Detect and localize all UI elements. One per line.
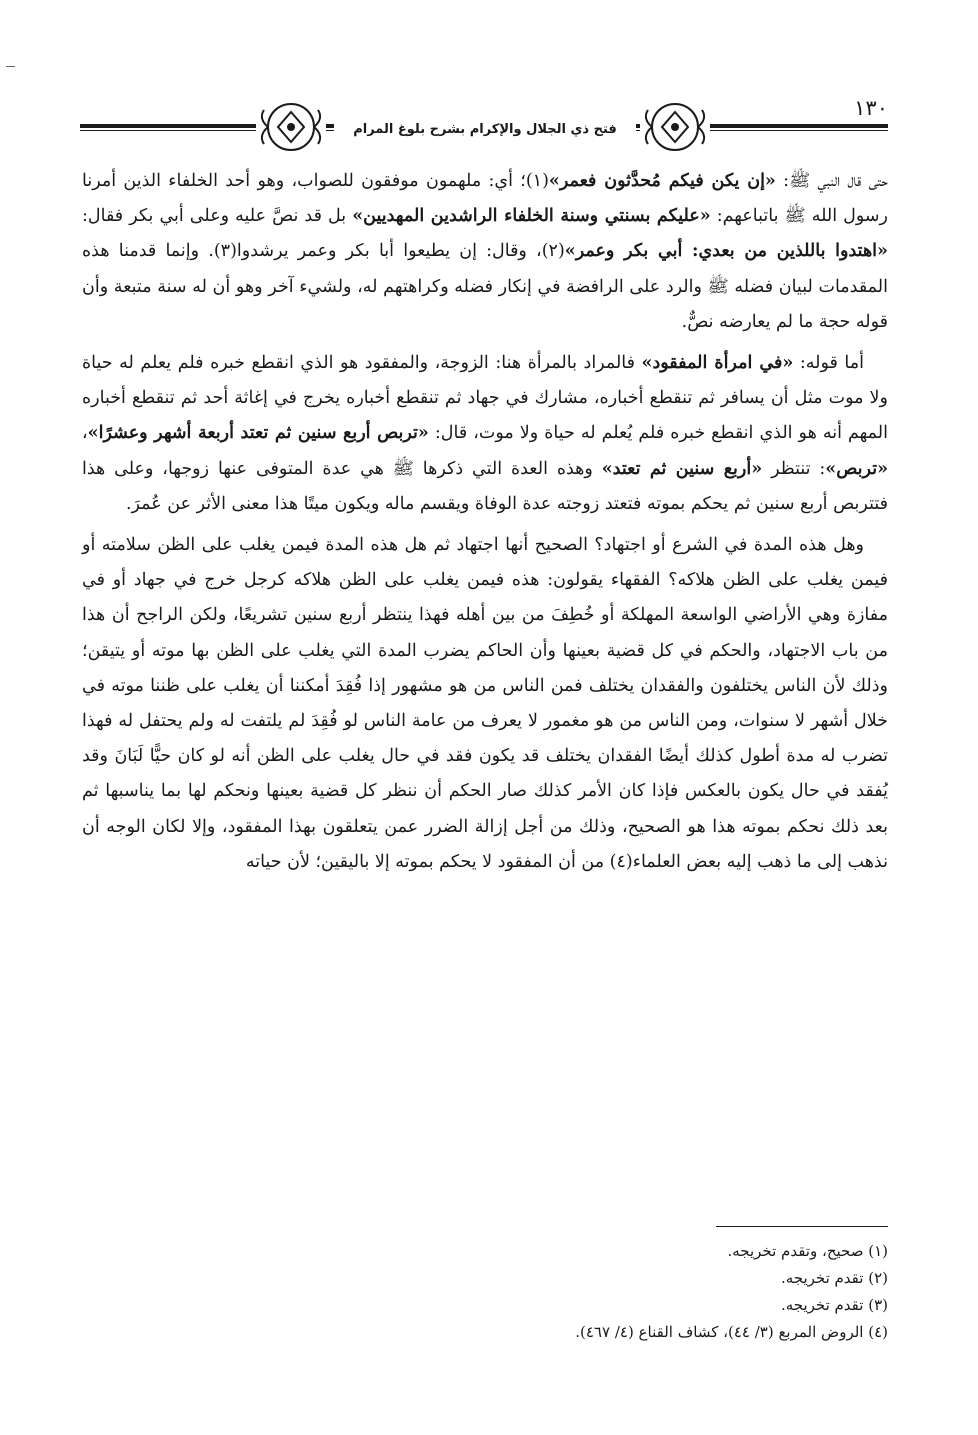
footnote-4: (٤) الروض المربع (٣/ ٤٤)، كشاف القناع (٤/ ٤٦٧).	[575, 1323, 888, 1341]
main-text	[82, 164, 888, 880]
text-run: (٢)، وقال: إن يطيعوا أبا بكر وعمر يرشدوا(٣). وإنما قدمنا هذه المقدمات لبيان فضله ﷺ والرد على الرافضة في إنكار فضله وكراهتهم له، ولشيء آخر وهو أن له سنة متبعة وأن قوله حجة ما لم يعارضه نصٌّ.	[82, 241, 888, 332]
footnotes	[82, 1238, 888, 1346]
ornament-icon-right	[640, 98, 710, 156]
page-header	[80, 94, 888, 156]
paragraph-1	[82, 164, 888, 340]
text-run: بل قد نصَّ عليه وعلى أبي بكر فقال:	[82, 206, 353, 227]
text-run: وهذه العدة التي ذكرها ﷺ هي عدة المتوفى عنها زوجها، وعلى هذا فتتربص أربع سنين ثم يحكم بموته فتعتد زوجته عدة الوفاة ويقسم ماله ويكون ميتًا هذا معنى الأثر عن عُمرَ.	[82, 458, 888, 514]
book-title: فتح ذي الجلال والإكرام بشرح بلوغ المرام	[334, 118, 636, 142]
text-run: : تنتظر	[762, 458, 826, 479]
footnote-3: (٣) تقدم تخريجه.	[780, 1296, 888, 1314]
footnote-1: (١) صحيح، وتقدم تخريجه.	[727, 1242, 888, 1260]
paragraph-3: وهل هذه المدة في الشرع أو اجتهاد؟ الصحيح أنها اجتهاد ثم هل هذه المدة فيمن يغلب على الظن سلامته أو فيمن يغلب على الظن هلاكه؟ الفقهاء يقولون: هذه فيمن يغلب على الظن هلاكه كرجل خرج في جهاد أو في مفازة وهي الأراضي الواسعة المهلكة أو خُطِفَ من بين أهله فهذا ينتظر أربع سنين تشريعًا، ولكن الراجح أن هذا من باب الاجتهاد، والحكم في كل قضية بعينها وأن الحاكم يضرب المدة التي يغلب على الظن بها موته أو يتيقن؛ وذلك لأن الناس يختلفون والفقدان يختلف فمن الناس من هو مشهور إذا فُقِدَ أمكننا أن يغلب على ظننا موته في خلال أشهر لا سنوات، ومن الناس من هو مغمور لا يعرف من عامة الناس لو فُقِدَ لم يلتفت له ولم يحتفل له فهذا تضرب له مدة أطول كذلك أيضًا الفقدان يختلف قد يكون فقد في حال يغلب على الظن أنه لو كان حيًّا لَبَانَ وقد يُفقد في حال يكون بالعكس فإذا كان الأمر كذلك صار الحكم أن ننظر كل قضية بعينها ونحكم لها بما يناسبها ثم بعد ذلك نحكم بموته هذا هو الصحيح، وذلك من أجل إزالة الضرر عمن يتعلقون بهذا المفقود، وإلا لكان الوجه أن نذهب إلى ما ذهب إليه بعض العلماء(٤) من أن المفقود لا يحكم بموته إلا باليقين؛ لأن حياته	[82, 535, 888, 872]
text-run: (١)؛ أي: ملهمون موفقون للصواب، وهو أحد الخلفاء الذين أمرنا رسول الله ﷺ باتباعهم:	[82, 171, 888, 227]
hadith-quote: «عليكم بسنتي وسنة الخلفاء الراشدين المهديين»	[352, 206, 711, 227]
page-number: ١٣٠	[854, 96, 888, 120]
hadith-quote: «تربص»	[825, 458, 889, 479]
hadith-quote: «في امرأة المفقود»	[641, 353, 794, 374]
hadith-quote: «إن يكن فيكم مُحدَّثون فعمر»	[548, 171, 776, 191]
text-run: ،	[82, 423, 88, 444]
paragraph-2	[82, 346, 888, 522]
text-run: حتى قال النبي ﷺ:	[775, 171, 888, 191]
hadith-quote: «اهتدوا باللذين من بعدي: أبي بكر وعمر»	[564, 241, 888, 262]
ornament-icon-left	[256, 98, 326, 156]
margin-mark	[6, 66, 15, 67]
text-run: فالمراد بالمرأة هنا: الزوجة، والمفقود هو الذي انقطع خبره فلم يعلم له حياة ولا موت مثل أن يسافر ثم تنقطع أخباره، مشارك في جهاد ثم تنقطع أخباره يخرج في إغاثة أحد ثم تنقطع أخباره المهم أنه هو الذي انقطع خبره فلم يُعلم له حياة ولا موت، قال:	[82, 353, 888, 444]
footnote-divider	[716, 1226, 888, 1227]
footnote-2: (٢) تقدم تخريجه.	[780, 1269, 888, 1287]
hadith-quote: «تربص أربع سنين ثم تعتد أربعة أشهر وعشرًا»	[87, 423, 429, 444]
text-run: أما قوله:	[793, 353, 864, 374]
hadith-quote: «أربع سنين ثم تعتد»	[601, 458, 763, 479]
